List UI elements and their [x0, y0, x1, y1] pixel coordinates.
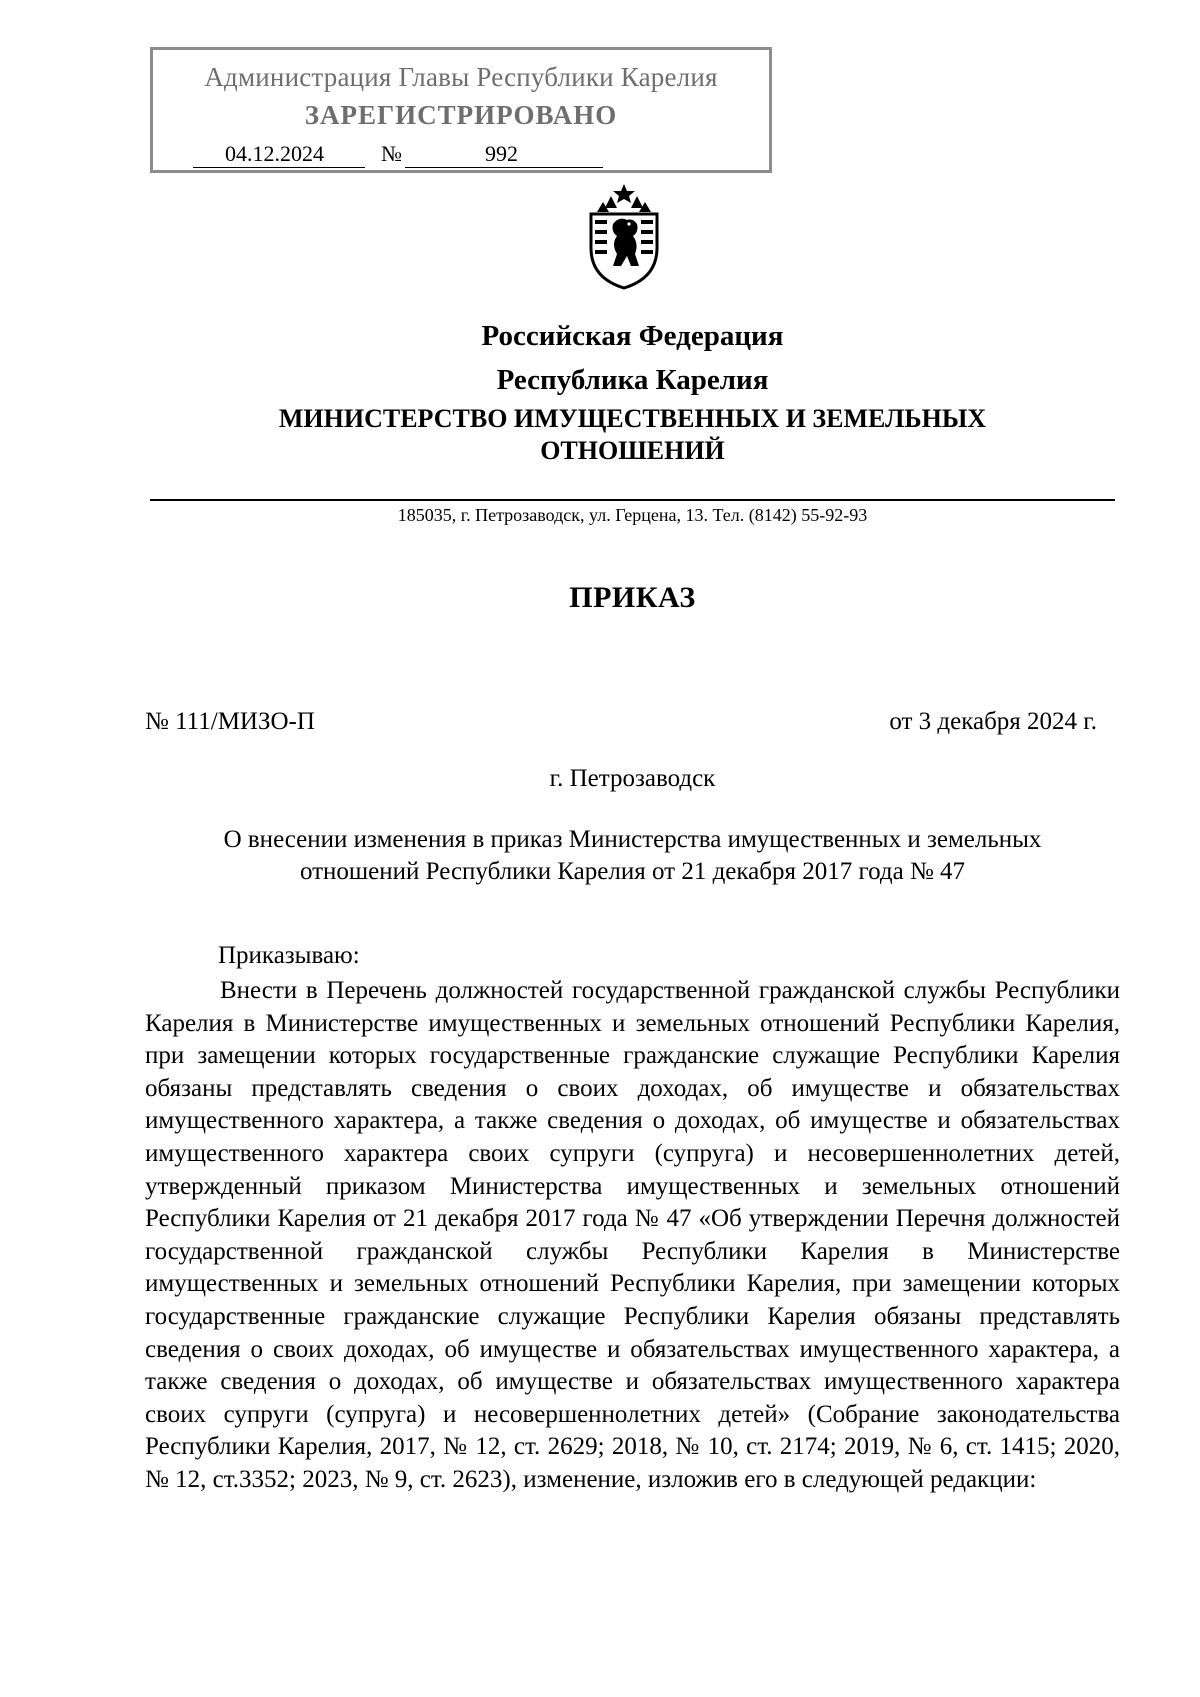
header-address: 185035, г. Петрозаводск, ул. Герцена, 13. Тел. (8142) 55-92-93	[397, 505, 868, 525]
stamp-date-underline	[193, 167, 365, 168]
order-word: Приказываю:	[218, 942, 360, 969]
document-type: ПРИКАЗ	[569, 581, 696, 614]
subject-line1: О внесении изменения в приказ Министерства имущественных и земельных	[223, 826, 1042, 853]
document-city: г. Петрозаводск	[549, 765, 716, 792]
registration-stamp	[150, 47, 772, 173]
stamp-number: 992	[485, 141, 518, 166]
header-ministry-line1: МИНИСТЕРСТВО ИМУЩЕСТВЕННЫХ И ЗЕМЕЛЬНЫХ	[278, 404, 987, 433]
order-date: от 3 декабря 2024 г.	[889, 708, 1097, 735]
document-body: Внести в Перечень должностей государственной гражданской службы Республики Карелия в Министерстве имущественных и земельных отношений Республики Карелия, при замещении которых государственные гражданские служащие Республики Карелия обязаны представлять сведения о своих доходах, об имуществе и обязательствах имущественного характера, а также сведения о доходах, об имуществе и обязательствах имущественного характера своих супруги (супруга) и несовершеннолетних детей, утвержденный приказом Министерства имущественных и земельных отношений Республики Карелия от 21 декабря 2017 года № 47 «Об утверждении Перечня должностей государственной гражданской службы Республики Карелия в Министерстве имущественных и земельных отношений Республики Карелия, при замещении которых государственные гражданские служащие Республики Карелия обязаны представлять сведения о своих доходах, об имуществе и обязательствах имущественного характера, а также сведения о доходах, об имуществе и обязательствах имущественного характера своих супруги (супруга) и несовершеннолетних детей» (Собрание законодательства Республики Карелия, 2017, № 12, ст. 2629; 2018, № 10, ст. 2174; 2019, № 6, ст. 1415; 2020, № 12, ст.3352; 2023, № 9, ст. 2623), изменение, изложив его в следующей редакции:	[145, 977, 1120, 1493]
stamp-status: ЗАРЕГИСТРИРОВАНО	[304, 100, 618, 130]
stamp-date: 04.12.2024	[225, 141, 324, 166]
header-divider	[150, 499, 1115, 501]
order-number: № 111/МИЗО-П	[145, 708, 315, 735]
stamp-number-sign: №	[381, 141, 402, 166]
stamp-number-underline	[405, 167, 603, 168]
stamp-organization: Администрация Главы Республики Карелия	[204, 62, 718, 92]
document-subject	[150, 824, 1115, 888]
header-region: Республика Карелия	[496, 364, 769, 396]
stamp-registration-line	[193, 140, 603, 170]
header-ministry-line2: ОТНОШЕНИЙ	[540, 436, 725, 465]
karelia-coat-of-arms-icon	[583, 182, 665, 290]
header-country: Российская Федерация	[481, 320, 784, 352]
subject-line2: отношений Республики Карелия от 21 декабря 2017 года № 47	[299, 858, 966, 885]
